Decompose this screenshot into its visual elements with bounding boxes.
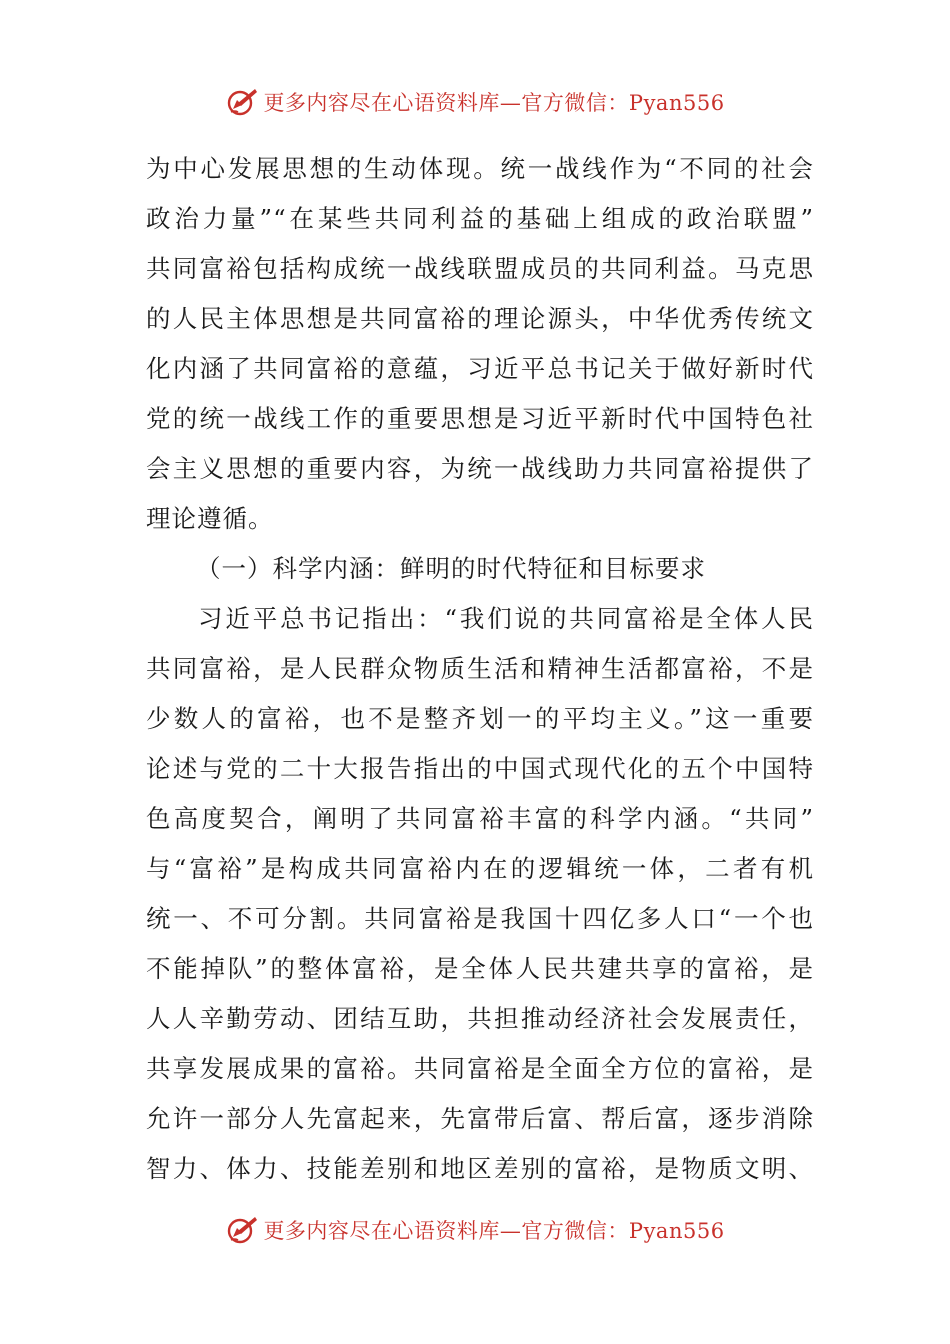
text-line: 智力、体力、技能差别和地区差别的富裕，是物质文明、	[146, 1154, 814, 1183]
header-banner	[0, 82, 950, 122]
header-banner-text: 更多内容尽在心语资料库—官方微信：Pyan556	[263, 91, 725, 115]
footer-banner	[0, 1210, 950, 1250]
pen-seal-icon	[225, 1213, 259, 1247]
text-line: 人人辛勤劳动、团结互助，共担推动经济社会发展责任，	[146, 1004, 814, 1033]
text-line: 论述与党的二十大报告指出的中国式现代化的五个中国特	[146, 754, 814, 783]
text-line: 共同富裕，是人民群众物质生活和精神生活都富裕，不是	[146, 654, 814, 683]
text-line: 理论遵循。	[146, 504, 274, 533]
text-line: 少数人的富裕，也不是整齐划一的平均主义。”这一重要	[146, 704, 814, 733]
document-body	[146, 144, 814, 1194]
text-line: 的人民主体思想是共同富裕的理论源头，中华优秀传统文	[146, 304, 814, 333]
text-line: 统一、不可分割。共同富裕是我国十四亿多人口“一个也	[146, 904, 814, 933]
text-line: 党的统一战线工作的重要思想是习近平新时代中国特色社	[146, 404, 814, 433]
text-line: 允许一部分人先富起来，先富带后富、帮后富，逐步消除	[146, 1104, 814, 1133]
text-line: 习近平总书记指出：“我们说的共同富裕是全体人民	[198, 604, 814, 633]
text-line: 与“富裕”是构成共同富裕内在的逻辑统一体，二者有机	[146, 854, 814, 883]
footer-banner-text: 更多内容尽在心语资料库—官方微信：Pyan556	[263, 1219, 725, 1243]
pen-seal-icon	[225, 85, 259, 119]
text-line: 不能掉队”的整体富裕，是全体人民共建共享的富裕，是	[146, 954, 814, 983]
section-heading: （一）科学内涵：鲜明的时代特征和目标要求	[196, 554, 706, 583]
text-line: 共享发展成果的富裕。共同富裕是全面全方位的富裕，是	[146, 1054, 814, 1083]
text-line: 会主义思想的重要内容，为统一战线助力共同富裕提供了	[146, 454, 814, 483]
text-line: 为中心发展思想的生动体现。统一战线作为“不同的社会	[146, 154, 814, 183]
text-line: 政治力量”“在某些共同利益的基础上组成的政治联盟”	[146, 204, 814, 233]
text-line: 共同富裕包括构成统一战线联盟成员的共同利益。马克思	[146, 254, 814, 283]
text-line: 化内涵了共同富裕的意蕴，习近平总书记关于做好新时代	[146, 354, 814, 383]
text-line: 色高度契合，阐明了共同富裕丰富的科学内涵。“共同”	[146, 804, 814, 833]
